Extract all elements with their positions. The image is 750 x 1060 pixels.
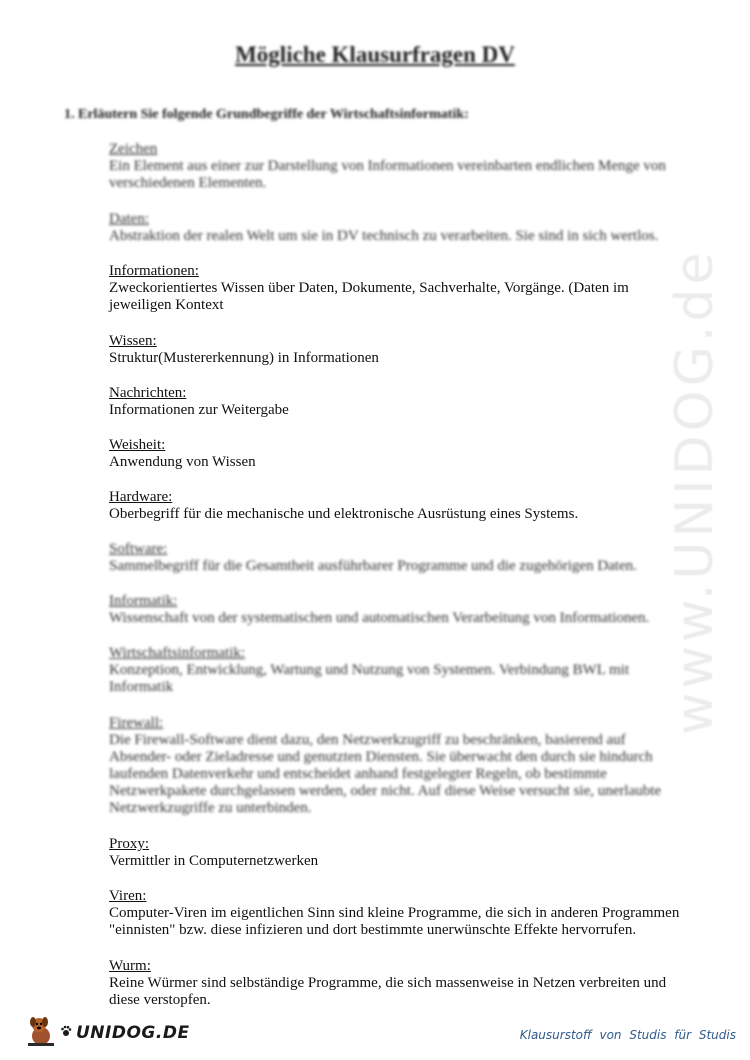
entry-term: Viren: [109, 888, 147, 904]
entry-definition: Sammelbegriff für die Gesamtheit ausführbarer Programme und die zugehörigen Daten. [109, 558, 637, 574]
entry-firewall [109, 715, 689, 817]
entry-term: Weisheit: [109, 437, 166, 453]
entry-term: Software: [109, 541, 168, 557]
entry-term: Proxy: [109, 836, 150, 852]
entry-zeichen [109, 141, 689, 192]
entry-wurm [109, 958, 689, 1009]
entry-informationen [109, 263, 689, 314]
entry-informatik [109, 593, 689, 627]
footer-tagline: Klausurstoff von Studis für Studis [519, 1028, 736, 1042]
entry-definition: Die Firewall-Software dient dazu, den Netzwerkzugriff zu beschränken, basierend auf Absender- oder Zieladresse und genutzten Diensten. Sie überwacht den durch sie hindurch laufenden Datenverkehr und entscheidet anhand festgelegter Regeln, ob bestimmte Netzwerkpakete durchgelassen werden, oder nicht. Auf diese Weise versucht sie, unerlaubte Netzwerkzugriffe zu unterbinden. [109, 732, 662, 816]
entry-term: Wirtschaftsinformatik: [109, 645, 246, 661]
entry-term: Zeichen [109, 141, 158, 157]
entry-definition: Anwendung von Wissen [109, 454, 256, 470]
logo-text: UNIDOG.DE [76, 1023, 190, 1043]
entry-proxy [109, 836, 689, 870]
entry-definition: Vermittler in Computernetzwerken [109, 853, 319, 869]
entry-definition: Wissenschaft von der systematischen und automatischen Verarbeitung von Informationen. [109, 610, 650, 626]
question-heading: 1. Erläutern Sie folgende Grundbegriffe der Wirtschaftsinformatik: [64, 107, 469, 122]
unidog-logo[interactable] [26, 1015, 190, 1051]
entry-definition: Informationen zur Weitergabe [109, 402, 289, 418]
entry-software [109, 541, 689, 575]
entry-definition: Konzeption, Entwicklung, Wartung und Nutzung von Systemen. Verbindung BWL mit Informatik [109, 662, 630, 695]
entry-term: Wissen: [109, 333, 157, 349]
entry-definition: Oberbegriff für die mechanische und elektronische Ausrüstung eines Systems. [109, 506, 579, 522]
watermark-text: www.UNIDOG.de [665, 248, 725, 735]
entry-term: Informationen: [109, 263, 199, 279]
entry-definition: Zweckorientiertes Wissen über Daten, Dokumente, Sachverhalte, Vorgänge. (Daten im jeweiligen Kontext [109, 280, 629, 313]
entry-wissen [109, 333, 689, 367]
entry-wirtschaftsinformatik [109, 645, 689, 696]
entry-definition: Computer-Viren im eigentlichen Sinn sind kleine Programme, die sich in anderen Programmen "einnisten" bzw. diese infizieren und dort bestimmte unerwünschte Effekte hervorrufen. [109, 905, 680, 938]
dog-mascot-icon [26, 1014, 56, 1053]
entry-hardware [109, 489, 689, 523]
entry-daten [109, 211, 689, 245]
entry-definition: Struktur(Mustererkennung) in Informationen [109, 350, 379, 366]
entry-weisheit [109, 437, 689, 471]
entry-term: Hardware: [109, 489, 173, 505]
paw-icon [60, 1024, 72, 1042]
entry-term: Nachrichten: [109, 385, 187, 401]
entry-definition: Reine Würmer sind selbständige Programme, die sich massenweise in Netzen verbreiten und diese verstopfen. [109, 975, 667, 1008]
entry-definition: Abstraktion der realen Welt um sie in DV technisch zu verarbeiten. Sie sind in sich wertlos. [109, 228, 659, 244]
document-title: Mögliche Klausurfragen DV [235, 42, 515, 67]
entry-nachrichten [109, 385, 689, 419]
entry-term: Daten: [109, 211, 149, 227]
entry-definition: Ein Element aus einer zur Darstellung von Informationen vereinbarten endlichen Menge von verschiedenen Elementen. [109, 158, 666, 191]
entry-term: Firewall: [109, 715, 164, 731]
entry-term: Wurm: [109, 958, 151, 974]
entry-term: Informatik: [109, 593, 178, 609]
entry-viren [109, 888, 689, 939]
